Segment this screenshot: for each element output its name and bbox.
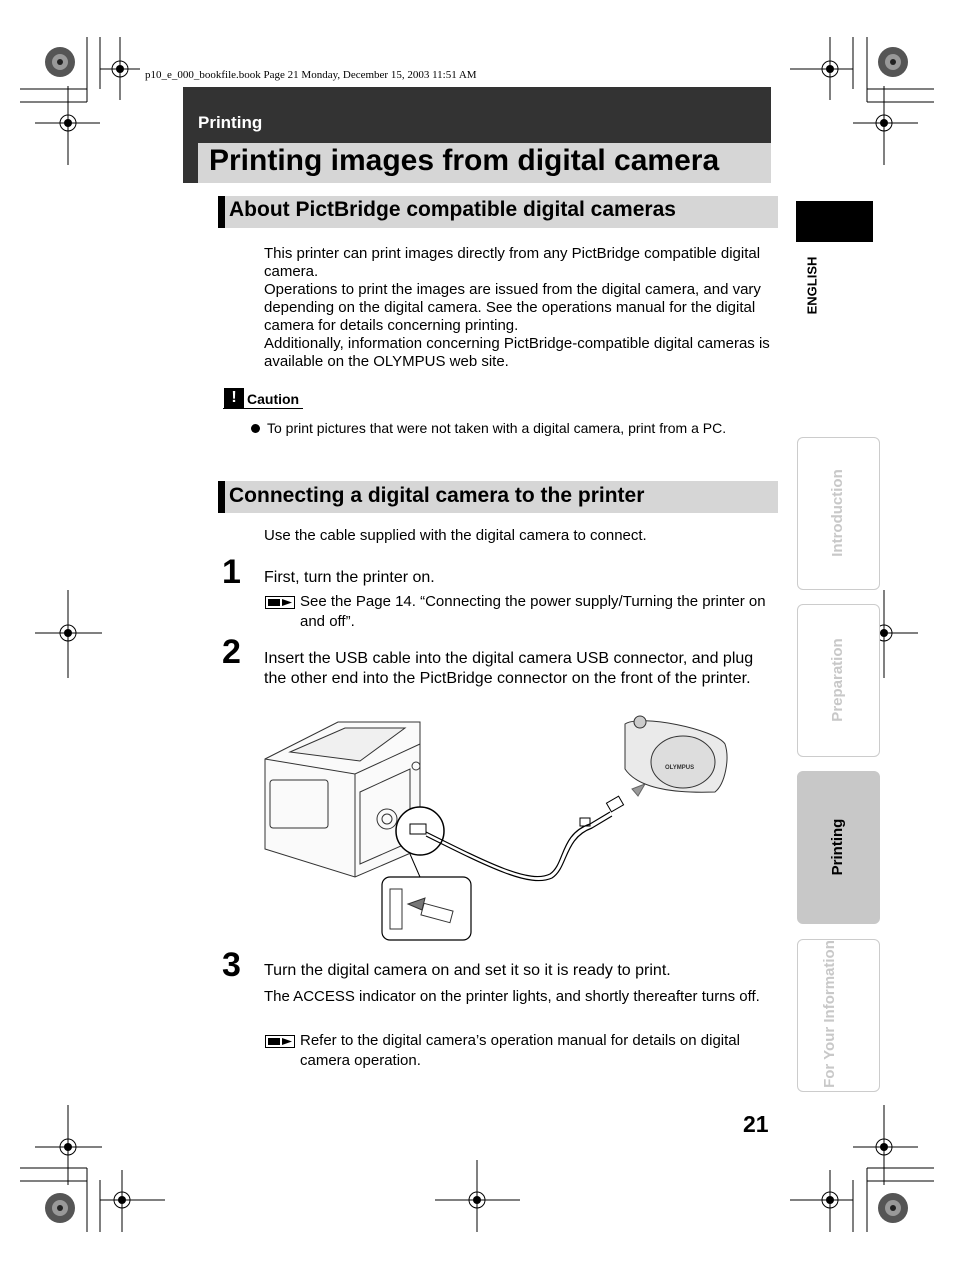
- tab-for-your-information[interactable]: [797, 939, 880, 1092]
- section1-body: [264, 245, 774, 371]
- tab-label: Printing: [829, 818, 846, 876]
- page-number: 21: [743, 1111, 769, 1137]
- step-text: Insert the USB cable into the digital camera USB connector, and plug the other end into the PictBridge connector on the front of the printer.: [264, 650, 754, 687]
- page-title: Printing images from digital camera: [209, 144, 720, 177]
- step-number: 3: [222, 946, 241, 984]
- step-text: First, turn the printer on.: [264, 569, 435, 586]
- language-label-wrap: [804, 246, 820, 326]
- language-tab-marker: [796, 201, 873, 242]
- note-icon: [265, 596, 295, 609]
- step-number: 1: [222, 553, 241, 591]
- caution-icon: !: [224, 388, 244, 408]
- caution-underline: [223, 408, 303, 409]
- step-note: Refer to the digital camera’s operation manual for details on digital camera operation.: [300, 1032, 740, 1069]
- paragraph: Operations to print the images are issued from the digital camera, and vary depending on the digital camera. See the operations manual for the digital camera for details concerning printing.: [264, 281, 761, 334]
- caution-item: To print pictures that were not taken with a digital camera, print from a PC.: [267, 420, 727, 436]
- step-number: 2: [222, 633, 241, 671]
- tab-printing[interactable]: [797, 771, 880, 924]
- section2-heading: Connecting a digital camera to the printer: [229, 484, 645, 507]
- step-text: Turn the digital camera on and set it so it is ready to print.: [264, 962, 671, 979]
- language-label: ENGLISH: [804, 256, 820, 315]
- tab-label: Introduction: [829, 469, 846, 557]
- tab-preparation[interactable]: [797, 604, 880, 757]
- note-icon: [265, 1035, 295, 1048]
- step-note: See the Page 14. “Connecting the power supply/Turning the printer on and off”.: [300, 593, 766, 630]
- printer-camera-illustration: [260, 714, 735, 946]
- step-detail: The ACCESS indicator on the printer lights, and shortly thereafter turns off.: [264, 988, 760, 1005]
- section2-intro: Use the cable supplied with the digital camera to connect.: [264, 527, 647, 544]
- camera-brand: OLYMPUS: [665, 765, 695, 771]
- tab-label: Preparation: [829, 638, 846, 722]
- bullet-icon: [251, 424, 260, 433]
- caution-label: Caution: [247, 391, 300, 407]
- paragraph: This printer can print images directly from any PictBridge compatible digital camera.: [264, 245, 761, 280]
- book-meta-line: p10_e_000_bookfile.book Page 21 Monday, December 15, 2003 11:51 AM: [145, 69, 477, 81]
- paragraph: Additionally, information concerning PictBridge-compatible digital cameras is available on the OLYMPUS web site.: [264, 335, 770, 370]
- section-label: Printing: [198, 113, 263, 132]
- tab-label: For Your Information: [821, 940, 838, 1088]
- section1-heading: About PictBridge compatible digital cameras: [229, 198, 676, 221]
- tab-introduction[interactable]: [797, 437, 880, 590]
